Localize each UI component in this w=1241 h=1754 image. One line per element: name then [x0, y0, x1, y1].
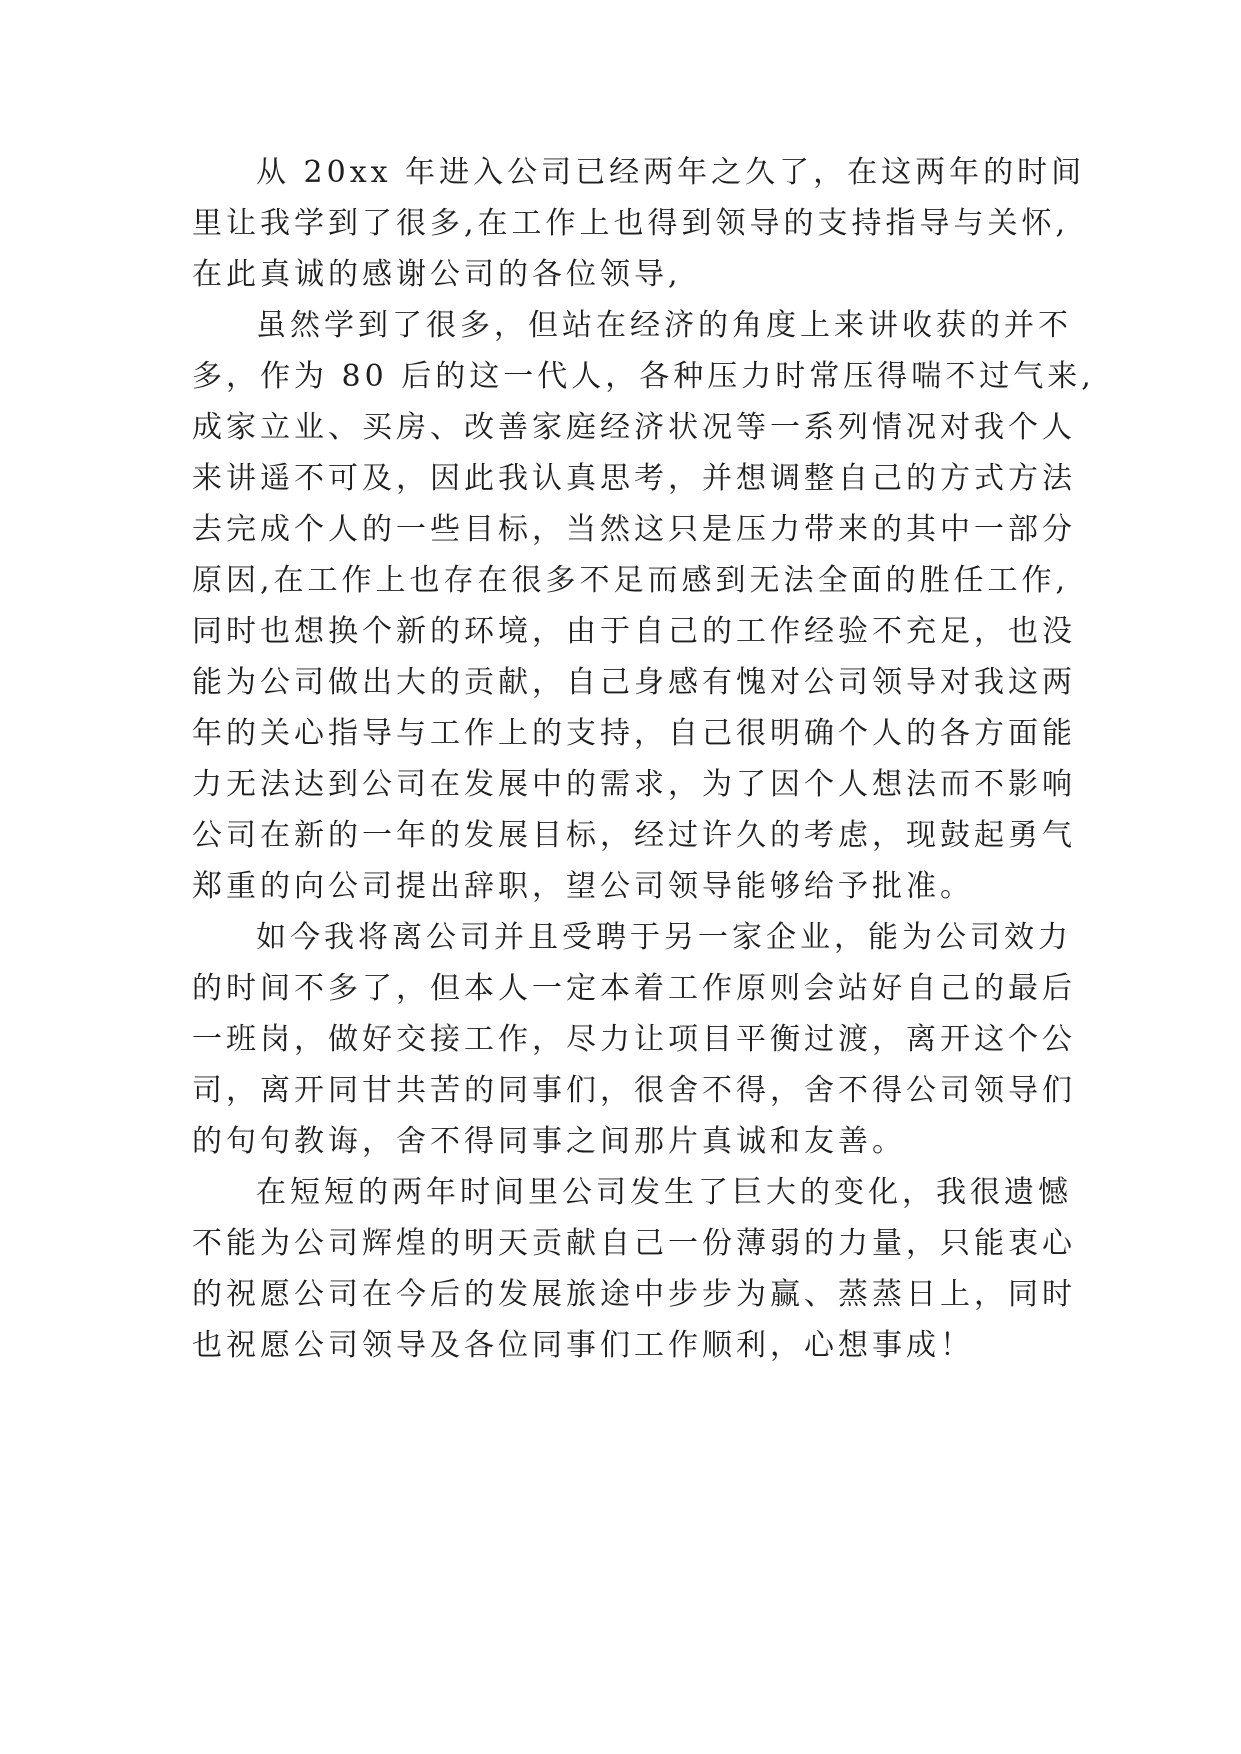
paragraph-3-line-1: 如今我将离公司并且受聘于另一家企业，能为公司效力	[256, 920, 1072, 955]
paragraph-2-line-5: 去完成个人的一些目标，当然这只是压力带来的其中一部分	[192, 512, 1076, 547]
paragraph-4-line-1: 在短短的两年时间里公司发生了巨大的变化，我很遗憾	[256, 1175, 1072, 1210]
paragraph-2-line-4: 来讲遥不可及，因此我认真思考，并想调整自己的方式方法	[192, 461, 1076, 496]
paragraph-1-line-2: 里让我学到了很多,在工作上也得到领导的支持指导与关怀,	[192, 206, 1070, 241]
paragraph-2-line-6: 原因,在工作上也存在很多不足而感到无法全面的胜任工作,	[192, 563, 1070, 598]
paragraph-2-line-8: 能为公司做出大的贡献，自己身感有愧对公司领导对我这两	[192, 665, 1076, 700]
paragraph-4-line-4: 也祝愿公司领导及各位同事们工作顺利，心想事成！	[192, 1328, 974, 1363]
paragraph-1-line-3: 在此真诚的感谢公司的各位领导,	[192, 257, 682, 292]
paragraph-3-line-3: 一班岗，做好交接工作，尽力让项目平衡过渡，离开这个公	[192, 1022, 1076, 1057]
paragraph-2-line-1: 虽然学到了很多，但站在经济的角度上来讲收获的并不	[256, 308, 1072, 343]
paragraph-2-line-10: 力无法达到公司在发展中的需求，为了因个人想法而不影响	[192, 767, 1076, 802]
paragraph-2-line-12: 郑重的向公司提出辞职，望公司领导能够给予批准。	[192, 869, 974, 904]
paragraph-3-line-4: 司，离开同甘共苦的同事们，很舍不得，舍不得公司领导们	[192, 1073, 1076, 1108]
paragraph-2-line-9: 年的关心指导与工作上的支持，自己很明确个人的各方面能	[192, 716, 1076, 751]
paragraph-2-line-7: 同时也想换个新的环境，由于自己的工作经验不充足，也没	[192, 614, 1076, 649]
paragraph-2-line-3: 成家立业、买房、改善家庭经济状况等一系列情况对我个人	[192, 410, 1076, 445]
paragraph-2-line-2: 多，作为 80 后的这一代人，各种压力时常压得喘不过气来,	[192, 359, 1095, 394]
paragraph-3-line-5: 的句句教诲，舍不得同事之间那片真诚和友善。	[192, 1124, 906, 1159]
paragraph-3-line-2: 的时间不多了，但本人一定本着工作原则会站好自己的最后	[192, 971, 1076, 1006]
paragraph-4-line-2: 不能为公司辉煌的明天贡献自己一份薄弱的力量，只能衷心	[192, 1226, 1076, 1261]
paragraph-4-line-3: 的祝愿公司在今后的发展旅途中步步为赢、蒸蒸日上，同时	[192, 1277, 1076, 1312]
paragraph-2-line-11: 公司在新的一年的发展目标，经过许久的考虑，现鼓起勇气	[192, 818, 1076, 853]
paragraph-1-line-1: 从 20xx 年进入公司已经两年之久了，在这两年的时间	[256, 155, 1086, 190]
